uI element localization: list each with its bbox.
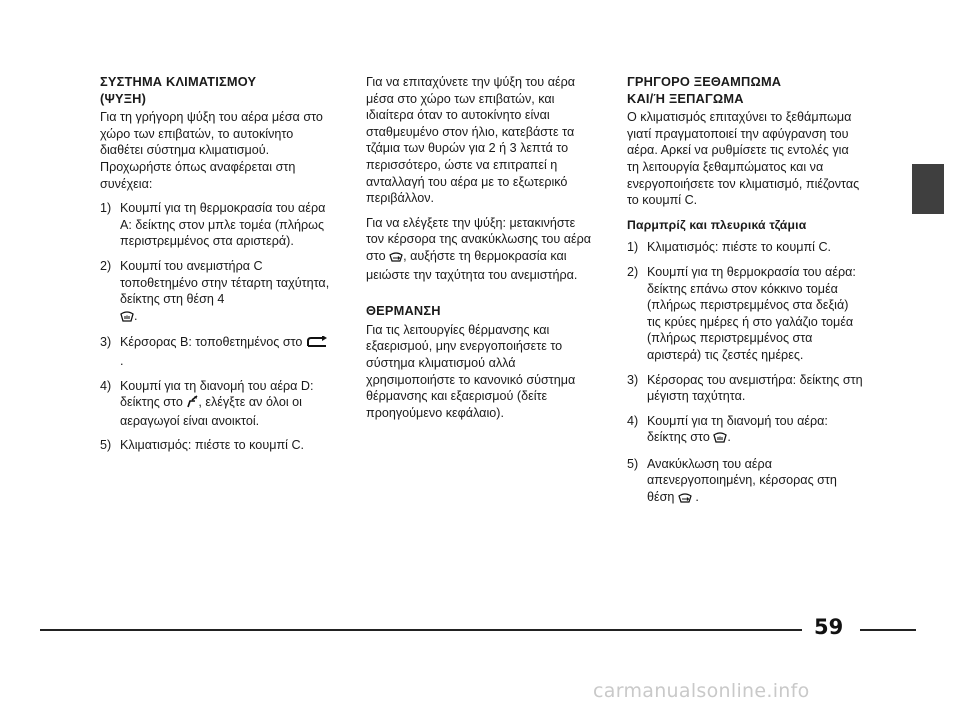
recirculation-icon [306, 336, 330, 353]
list-item: 1) Κουμπί για τη θερμοκρασία του αέρα A: δείκτης στον μπλε τομέα (πλήρως περιστρεμμένος στα αριστερά). [100, 201, 326, 249]
list-item: 5) Κλιματισμός: πιέστε το κουμπί C. [100, 438, 305, 453]
column-middle [366, 74, 594, 429]
paragraph-defrost: Ο κλιματισμός επιταχύνει το ξεθάμπωμα γιατί πραγματοποιεί την αφύγρανση του αέρα. Αρκεί να ρυθμίσετε τις εντολές για τη λειτουργία ξεθαμπώματος και να ενεργοποιήσετε τον κλιματισμό, πιέζοντας το κουμπί C. [627, 110, 860, 208]
paragraph-cooling-tip: Για να επιταχύνετε την ψύξη του αέρα μέσα στο χώρο των επιβατών, και ιδιαίτερα όταν το αυτοκίνητο είναι σταθμευμένο στον ήλιο, κατεβάστε τα τζάμια των θυρών για 2 ή 3 λεπτά το περισσότερο, ώστε να επιτραπεί η ανταλλαγή του αέρα με το εξωτερικό περιβάλλον. [366, 75, 576, 206]
list-item: 3) Κέρσορας του ανεμιστήρα: δείκτης στη μέγιστη ταχύτητα. [627, 372, 863, 404]
section-heading-heating: ΘΕΡΜΑΝΣΗ [366, 303, 441, 319]
vent-direction-icon [186, 395, 198, 413]
windscreen-defrost-icon [120, 310, 134, 327]
column-left [100, 74, 332, 462]
section-heading-defrost: ΓΡΗΓΟΡΟ ΞΕΘΑΜΠΩΜΑ ΚΑΙ/Ή ΞΕΠΑΓΩΜΑ [627, 74, 782, 106]
watermark: carmanualsonline.info [593, 680, 810, 702]
windscreen-defrost-icon [713, 431, 727, 448]
paragraph-cooling-control: Για να ελέγξετε την ψύξη: μετακινήστε τον κέρσορα της ανακύκλωσης του αέρα στο , αυξήστε τη θερμοκρασία και μειώστε την ταχύτητα του ανεμιστήρα. [366, 215, 592, 282]
fresh-air-icon [678, 491, 692, 508]
list-item: 2) Κουμπί του ανεμιστήρα C τοποθετημένο στην τέταρτη ταχύτητα, δείκτης στη θέση 4 . [100, 258, 332, 326]
steps-list-cooling [100, 200, 332, 454]
footer-rule-right [860, 629, 916, 631]
list-item: 4) Κουμπί για τη διανομή του αέρα: δείκτης στο . [627, 413, 863, 448]
column-right [627, 74, 863, 516]
subheading-windscreen: Παρμπρίζ και πλευρικά τζάμια [627, 217, 807, 232]
fresh-air-icon [389, 250, 403, 267]
page-number: 59 [814, 615, 844, 639]
list-item: 2) Κουμπί για τη θερμοκρασία του αέρα: δείκτης επάνω στον κόκκινο τομέα (πλήρως περιστρεμμένος στα δεξιά) τις κρύες ημέρες ή στο γαλάζιο τομέα (πλήρως περιστρεμμένος στα αριστερά) τις ζεστές ημέρες. [627, 264, 856, 362]
list-item: 3) Κέρσορας B: τοποθετημένος στο . [100, 334, 332, 369]
footer-rule-left [40, 629, 802, 631]
list-item: 5) Ανακύκλωση του αέρα απενεργοποιημένη, κέρσορας στη θέση . [627, 456, 863, 508]
list-item: 1) Κλιματισμός: πιέστε το κουμπί C. [627, 240, 832, 255]
intro-paragraph: Για τη γρήγορη ψύξη του αέρα μέσα στο χώρο των επιβατών, το αυτοκίνητο διαθέτει σύστημα κλιματισμού. Προχωρήστε όπως αναφέρεται στη συνέχεια: [100, 110, 323, 191]
steps-list-defrost [627, 239, 863, 507]
paragraph-heating: Για τις λειτουργίες θέρμανσης και εξαερισμού, μην ενεργοποιήσετε το σύστημα κλιματισμού αλλά χρησιμοποιήστε το κανονικό σύστημα θέρμανσης και εξαερισμού (δείτε προηγούμενο κεφάλαιο). [366, 322, 576, 420]
section-heading-air-conditioning: ΣΥΣΤΗΜΑ ΚΛΙΜΑΤΙΣΜΟΥ (ΨΥΞΗ) [100, 74, 257, 106]
chapter-tab-marker [912, 164, 944, 214]
list-item: 4) Κουμπί για τη διανομή του αέρα D: δείκτης στο , ελέγξτε αν όλοι οι αεραγωγοί είναι ανοικτοί. [100, 378, 314, 428]
